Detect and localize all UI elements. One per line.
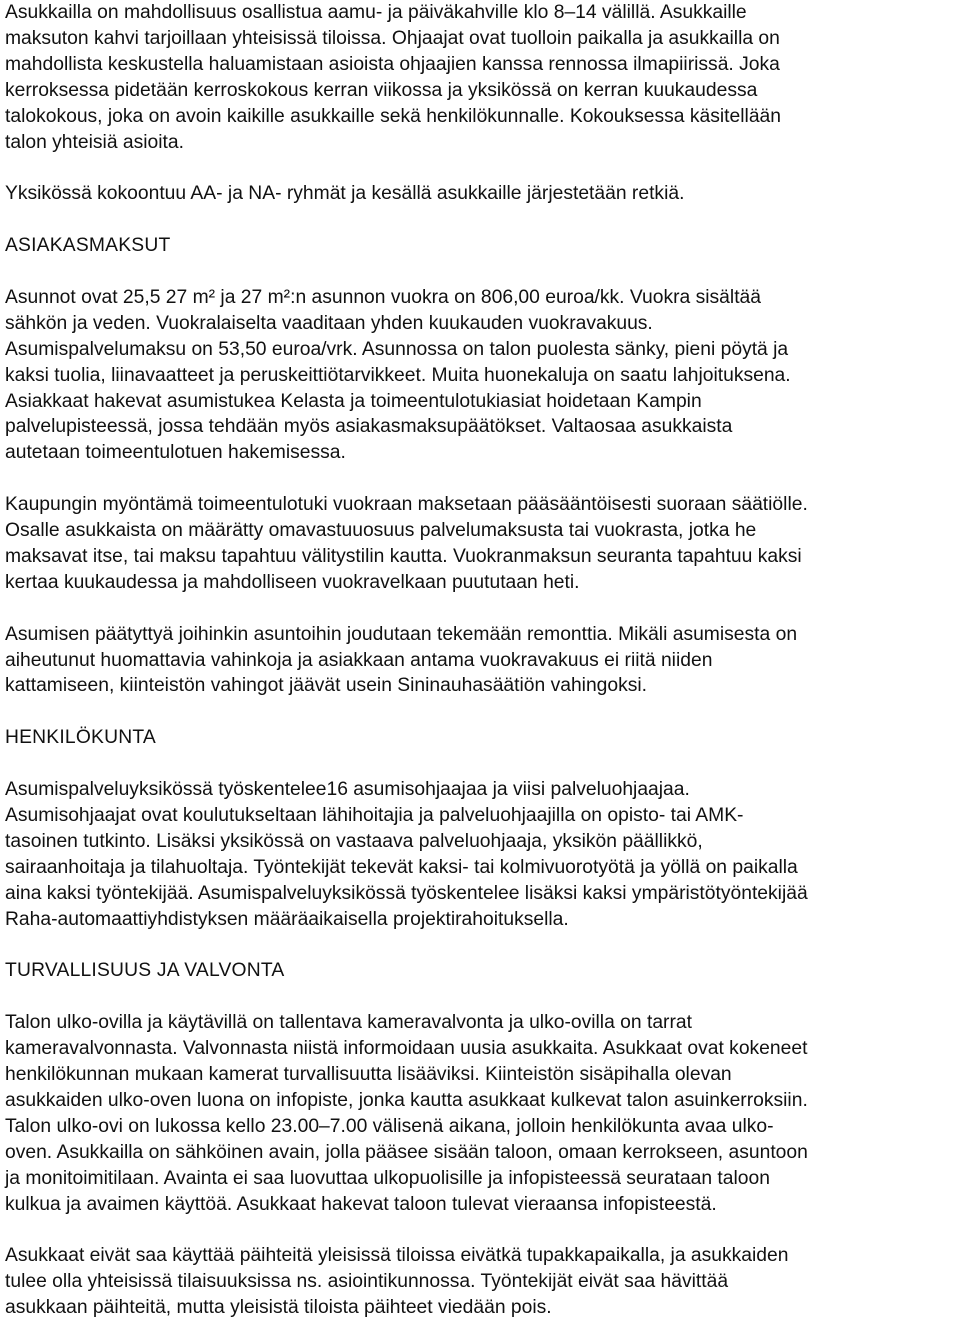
- text-line: kerroksessa pidetään kerroskokous kerran viikossa ja yksikössä on kerran kuukaudessa: [5, 79, 758, 101]
- text-line: talon yhteisiä asioita.: [5, 131, 184, 153]
- text-line: sähkön ja veden. Vuokralaiselta vaaditaan yhden kuukauden vuokravakuus.: [5, 312, 653, 334]
- text-line: Asumispalvelumaksu on 53,50 euroa/vrk. Asunnossa on talon puolesta sänky, pieni pöytä ja: [5, 338, 789, 360]
- paragraph-spacer: [5, 933, 955, 959]
- text-line: oven. Asukkailla on sähköinen avain, jolla pääsee sisään taloon, omaan kerrokseen, asuntoon: [5, 1141, 808, 1163]
- text-line: tulee olla yhteisissä tilaisuuksissa ns. asiointikunnossa. Työntekijät eivät saa hävittää: [5, 1271, 729, 1293]
- text-line: mahdollista keskustella haluamistaan asioista ohjaajien kanssa rennossa ilmapiirissä. Joka: [5, 53, 780, 75]
- document-page: [5, 0, 955, 1321]
- text-line: Asumispalveluyksikössä työskentelee16 asumisohjaajaa ja viisi palveluohjaajaa.: [5, 779, 690, 801]
- paragraph-spacer: [5, 1217, 955, 1243]
- text-line: Kaupungin myöntämä toimeentulotuki vuokraan maksetaan pääsääntöisesti suoraan säätiölle.: [5, 494, 808, 516]
- paragraph-spacer: [5, 207, 955, 233]
- fees-heading: ASIAKASMAKSUT: [5, 235, 171, 257]
- text-line: aiheutunut huomattavia vahinkoja ja asiakkaan antama vuokravakuus ei riitä niiden: [5, 649, 713, 671]
- intoxicants-paragraph: [5, 1243, 955, 1321]
- text-line: autetaan toimeentulotuen hakemisessa.: [5, 442, 346, 464]
- text-line: kaksi tuolia, liinavaatteet ja peruskeittiötarvikkeet. Muita huonekaluja on saatu lahjoituksena.: [5, 364, 791, 386]
- paragraph-spacer: [5, 596, 955, 622]
- paragraph-spacer: [5, 259, 955, 285]
- fees-paragraph: [5, 285, 955, 466]
- text-line: palvelupisteessä, jossa tehdään myös asiakasmaksupäätökset. Valtaosaa asukkaista: [5, 416, 733, 438]
- text-line: asukkaiden ulko-oven luona on infopiste, jonka kautta asukkaat kulkevat talon asuinkerroksiin.: [5, 1089, 808, 1111]
- paragraph-spacer: [5, 466, 955, 492]
- text-line: kameravalvonnasta. Valvonnasta niistä informoidaan uusia asukkaita. Asukkaat ovat kokeneet: [5, 1038, 808, 1060]
- text-line: tasoinen tutkinto. Lisäksi yksikössä on vastaava palveluohjaaja, yksikön päällikkö,: [5, 830, 703, 852]
- renovation-paragraph: [5, 622, 955, 700]
- text-line: aina kaksi työntekijää. Asumispalveluyksikössä työskentelee lisäksi kaksi ympäristötyöntekijää: [5, 882, 808, 904]
- text-line: Asukkailla on mahdollisuus osallistua aamu- ja päiväkahville klo 8–14 välillä. Asukkaille: [5, 2, 747, 23]
- text-line: Talon ulko-ovilla ja käytävillä on tallentava kameravalvonta ja ulko-ovilla on tarrat: [5, 1012, 692, 1034]
- paragraph-spacer: [5, 751, 955, 777]
- text-line: kertaa kuukaudessa ja mahdolliseen vuokravelkaan puututaan heti.: [5, 571, 580, 593]
- groups-paragraph: [5, 181, 955, 207]
- paragraph-spacer: [5, 984, 955, 1010]
- security-paragraph: [5, 1010, 955, 1217]
- text-line: sairaanhoitaja ja tilahuoltaja. Työntekijät tekevät kaksi- tai kolmivuorotyötä ja yöllä on paikalla: [5, 856, 798, 878]
- text-line: Asukkaat eivät saa käyttää päihteitä yleisissä tiloissa eivätkä tupakkapaikalla, ja asukkaiden: [5, 1245, 789, 1267]
- text-line: Raha-automaattiyhdistyksen määräaikaisella projektirahoituksella.: [5, 908, 569, 930]
- text-line: maksavat itse, tai maksu tapahtuu välitystilin kautta. Vuokranmaksun seuranta tapahtuu kaksi: [5, 545, 802, 567]
- text-line: Asiakkaat hakevat asumistukea Kelasta ja toimeentulotukiasiat hoidetaan Kampin: [5, 390, 702, 412]
- text-line: Asumisen päätyttyä joihinkin asuntoihin joudutaan tekemään remonttia. Mikäli asumisesta on: [5, 623, 798, 645]
- paragraph-spacer: [5, 155, 955, 181]
- text-line: maksuton kahvi tarjoillaan yhteisissä tiloissa. Ohjaajat ovat tuolloin paikalla ja asukkailla on: [5, 27, 780, 49]
- text-line: Asunnot ovat 25,5 27 m² ja 27 m²:n asunnon vuokra on 806,00 euroa/kk. Vuokra sisältää: [5, 286, 761, 308]
- paragraph-spacer: [5, 699, 955, 725]
- text-line: henkilökunnan mukaan kamerat turvallisuutta lisääviksi. Kiinteistön sisäpihalla olevan: [5, 1064, 732, 1086]
- staff-paragraph: [5, 777, 955, 932]
- text-line: kulkua ja avaimen käyttöä. Asukkaat hakevat taloon tulevat vieraansa infopisteestä.: [5, 1193, 717, 1215]
- text-line: talokokous, joka on avoin kaikille asukkaille sekä henkilökunnalle. Kokouksessa käsitellään: [5, 105, 781, 127]
- text-line: ja monitoimitilaan. Avainta ei saa luovuttaa ulkopuolisille ja infopisteessä seurataan taloon: [5, 1167, 770, 1189]
- text-line: asukkaan päihteitä, mutta yleisistä tiloista päihteet viedään pois.: [5, 1297, 552, 1319]
- text-line: kattamiseen, kiinteistön vahingot jäävät usein Sininauhasäätiön vahingoksi.: [5, 675, 648, 697]
- text-line: Yksikössä kokoontuu AA- ja NA- ryhmät ja kesällä asukkaille järjestetään retkiä.: [5, 183, 685, 205]
- rent-paragraph: [5, 492, 955, 596]
- text-line: Talon ulko-ovi on lukossa kello 23.00–7.00 välisenä aikana, jolloin henkilökunta avaa ulko-: [5, 1115, 774, 1137]
- intro-paragraph: [5, 0, 955, 155]
- staff-heading: HENKILÖKUNTA: [5, 727, 156, 749]
- text-line: Asumisohjaajat ovat koulutukseltaan lähihoitajia ja palveluohjaajilla on opisto- tai AMK-: [5, 804, 744, 826]
- security-heading: TURVALLISUUS JA VALVONTA: [5, 960, 285, 982]
- text-line: Osalle asukkaista on määrätty omavastuuosuus palvelumaksusta tai vuokrasta, jotka he: [5, 520, 757, 542]
